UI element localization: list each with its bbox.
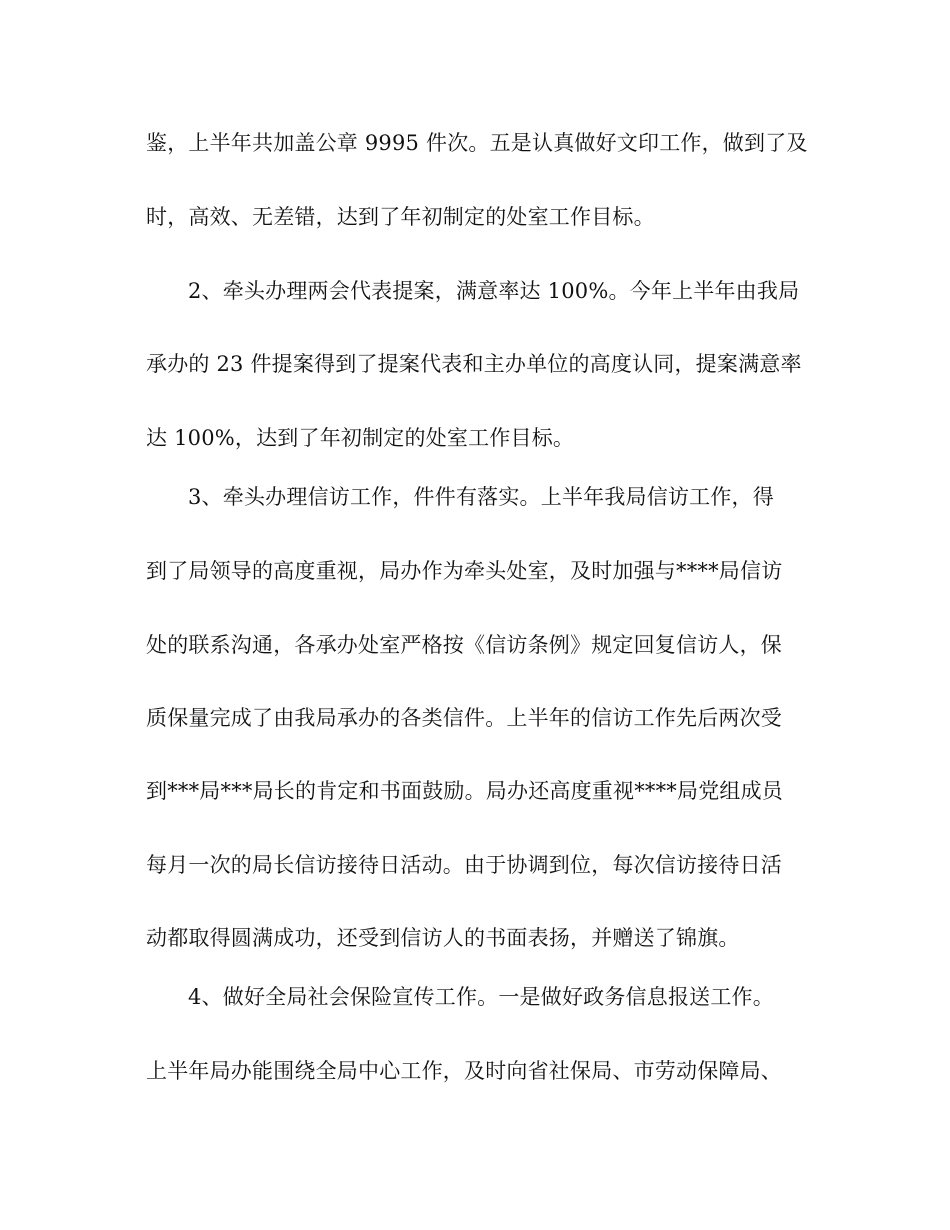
text-line-9: 质保量完成了由我局承办的各类信件。上半年的信访工作先后两次受 [146, 706, 782, 730]
text-line-12: 动都取得圆满成功，还受到信访人的书面表扬，并赠送了锦旗。 [146, 926, 740, 950]
text-line-8: 处的联系沟通，各承办处室严格按《信访条例》规定回复信访人，保 [146, 633, 782, 657]
text-line-13: 4、做好全局社会保险宣传工作。一是做好政务信息报送工作。 [188, 985, 774, 1009]
text-line-5: 达 100%，达到了年初制定的处室工作目标。 [146, 426, 575, 450]
text-line-11: 每月一次的局长信访接待日活动。由于协调到位，每次信访接待日活 [146, 853, 782, 877]
text-line-4: 承办的 23 件提案得到了提案代表和主办单位的高度认同，提案满意率 [146, 352, 802, 376]
text-line-7: 到了局领导的高度重视，局办作为牵头处室，及时加强与****局信访 [146, 559, 783, 583]
text-line-10: 到***局***局长的肯定和书面鼓励。局办还高度重视****局党组成员 [146, 779, 783, 803]
text-line-3: 2、牵头办理两会代表提案，满意率达 100%。今年上半年由我局 [188, 279, 800, 303]
text-line-2: 时，高效、无差错，达到了年初制定的处室工作目标。 [146, 205, 655, 229]
text-line-14: 上半年局办能围绕全局中心工作，及时向省社保局、市劳动保障局、 [146, 1059, 782, 1083]
text-line-6: 3、牵头办理信访工作，件件有落实。上半年我局信访工作，得 [188, 485, 774, 509]
text-line-1: 鉴，上半年共加盖公章 9995 件次。五是认真做好文印工作，做到了及 [146, 131, 808, 155]
